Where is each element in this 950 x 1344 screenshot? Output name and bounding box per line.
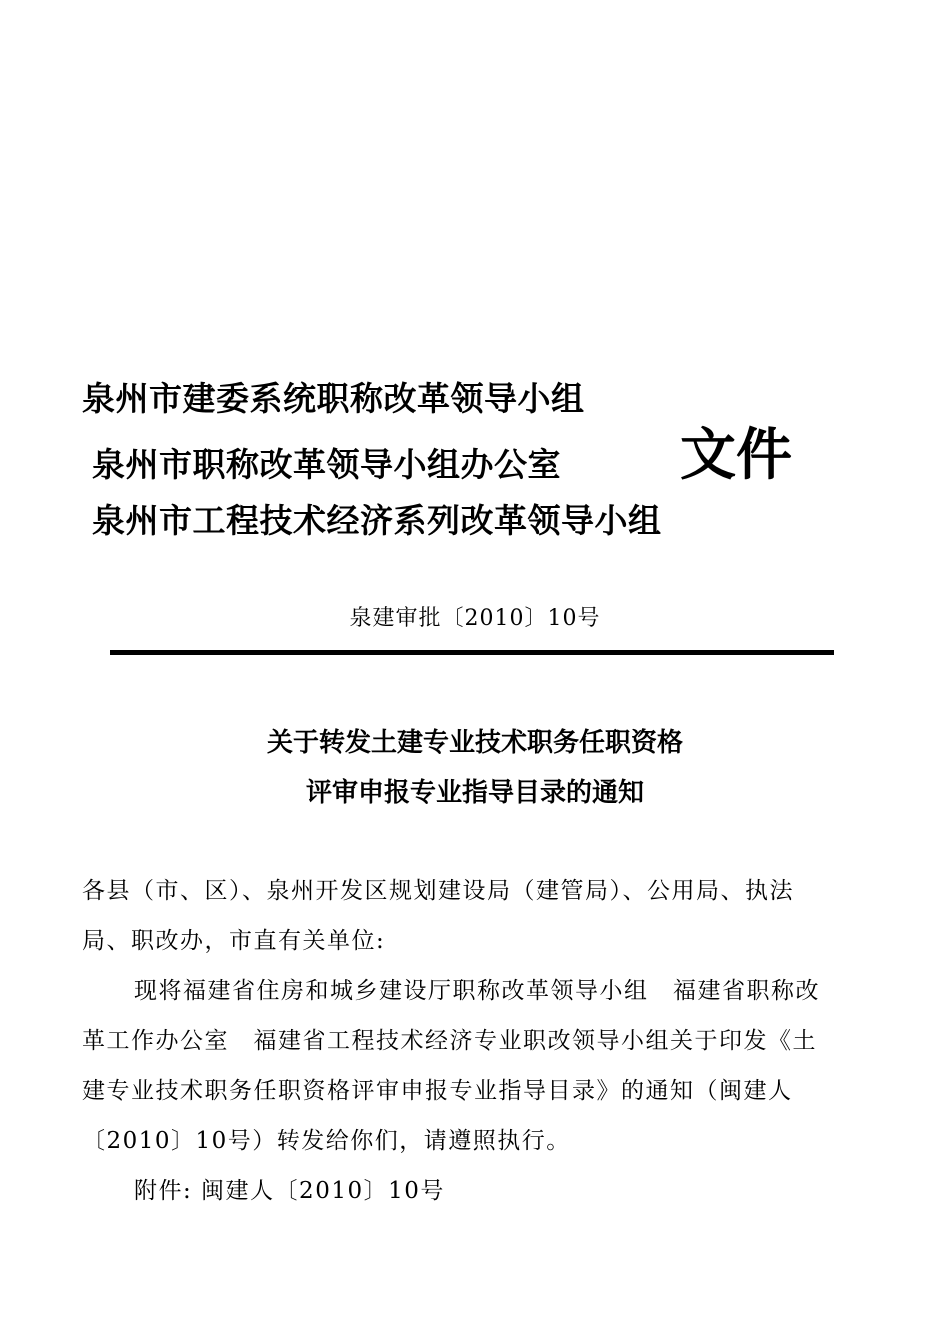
body-paragraph-line: 建专业技术职务任职资格评审申报专业指导目录》的通知（闽建人 — [82, 1078, 793, 1104]
attachment-line: 附件: 闽建人〔2010〕10号 — [134, 1178, 445, 1204]
issuer-line-2: 泉州市职称改革领导小组办公室 — [92, 445, 561, 484]
body-paragraph-line: 〔2010〕10号）转发给你们，请遵照执行。 — [82, 1128, 571, 1154]
issuer-line-1: 泉州市建委系统职称改革领导小组 — [82, 379, 585, 418]
issuer-line-3: 泉州市工程技术经济系列改革领导小组 — [92, 501, 662, 540]
document-number: 泉建审批〔2010〕10号 — [349, 606, 601, 631]
title-line-1: 关于转发土建专业技术职务任职资格 — [266, 728, 683, 758]
header-divider — [110, 650, 834, 655]
recipients-line-1: 各县（市、区）、泉州开发区规划建设局（建管局）、公用局、执法 — [82, 878, 794, 904]
body-paragraph-line: 革工作办公室 福建省工程技术经济专业职改领导小组关于印发《土 — [82, 1028, 817, 1054]
body-paragraph-line: 现将福建省住房和城乡建设厅职称改革领导小组 福建省职称改 — [134, 978, 820, 1004]
title-line-2: 评审申报专业指导目录的通知 — [305, 778, 644, 808]
recipients-line-2: 局、职改办，市直有关单位: — [82, 928, 386, 954]
document-word: 文件 — [680, 423, 792, 488]
